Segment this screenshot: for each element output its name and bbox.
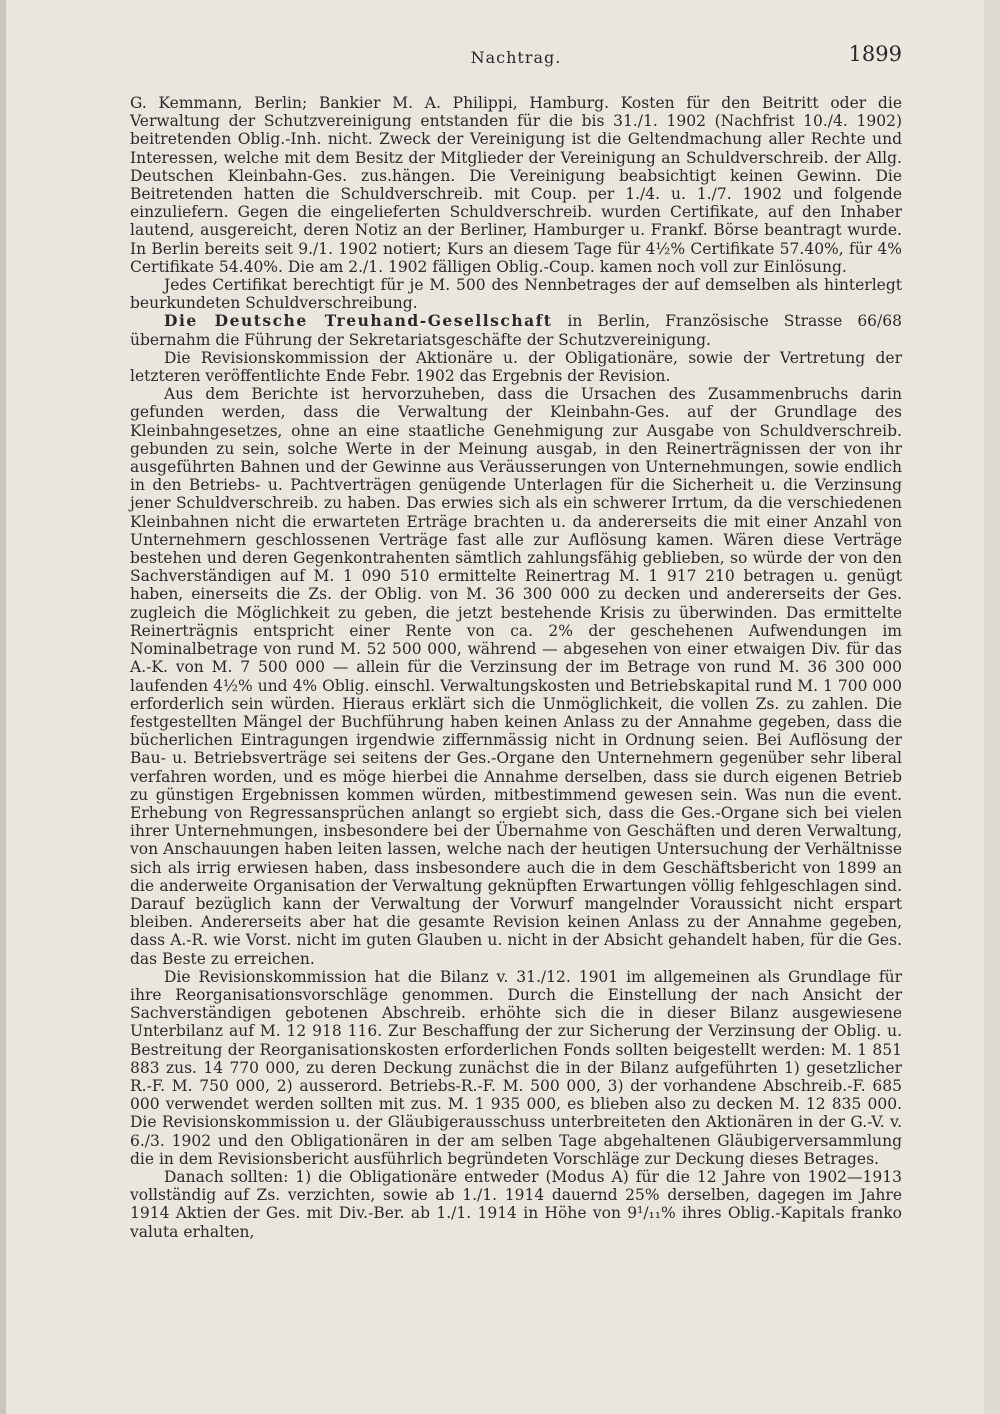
scan-left-edge [0, 0, 6, 1414]
paragraph: G. Kemmann, Berlin; Bankier M. A. Philippi, Hamburg. Kosten für den Beitritt oder die Verwaltung der Schutzvereinigung entstanden für die bis 31./1. 1902 (Nachfrist 10./4. 1902) beitretenden Oblig.-Inh. nicht. Zweck der Vereinigung ist die Geltendmachung aller Rechte und Interessen, welche mit dem Besitz der Mitglieder der Vereinigung an Schuldverschreib. der Allg. Deutschen Kleinbahn-Ges. zus.hängen. Die Vereinigung beabsichtigt keinen Gewinn. Die Beitretenden hatten die Schuldverschreib. mit Coup. per 1./4. u. 1./7. 1902 und folgende einzuliefern. Gegen die eingelieferten Schuldverschreib. wurden Certifikate, auf den Inhaber lautend, ausgereicht, deren Notiz an der Berliner, Hamburger u. Frankf. Börse beantragt wurde. In Berlin bereits seit 9./1. 1902 notiert; Kurs an diesem Tage für 4½% Certifikate 57.40%, für 4% Certifikate 54.40%. Die am 2./1. 1902 fälligen Oblig.-Coup. kamen noch voll zur Einlösung. [130, 94, 902, 276]
paragraph: Die Revisionskommission der Aktionäre u. der Obligationäre, sowie der Vertretung der letzteren veröffentlichte Ende Febr. 1902 das Ergebnis der Revision. [130, 348, 902, 386]
page-header [130, 42, 902, 76]
paragraph-text: in Berlin, Französische Strasse 66/68 übernahm die Führung der Sekretariatsgeschäfte der Schutzvereinigung. [130, 312, 902, 349]
paragraph [130, 312, 902, 348]
paragraph: Danach sollten: 1) die Obligationäre entweder (Modus A) für die 12 Jahre von 1902—1913 vollständig auf Zs. verzichten, sowie ab 1./1. 1914 dauernd 25% derselben, dagegen im Jahre 1914 Aktien der Ges. mit Div.-Ber. ab 1./1. 1914 in Höhe von 9¹/₁₁% ihres Oblig.-Kapitals franko valuta erhalten, [130, 1167, 902, 1241]
page-number: 1899 [848, 42, 902, 66]
body-text [130, 94, 902, 1241]
paragraph: Die Revisionskommission hat die Bilanz v. 31./12. 1901 im allgemeinen als Grundlage für ihre Reorganisationsvorschläge genommen. Durch die Einstellung der nach Ansicht der Sachverständigen gebotenen Abschreib. erhöhte sich die in dieser Bilanz ausgewiesene Unterbilanz auf M. 12 918 116. Zur Beschaffung der zur Sicherung der Verzinsung der Oblig. u. Bestreitung der Reorganisationskosten erforderlichen Fonds sollten beigestellt werden: M. 1 851 883 zus. 14 770 000, zu deren Deckung zunächst die in der Bilanz aufgeführten 1) gesetzlicher R.-F. M. 750 000, 2) ausserord. Betriebs-R.-F. M. 500 000, 3) der vorhandene Abschreib.-F. 685 000 verwendet werden sollten mit zus. M. 1 935 000, es blieben also zu decken M. 12 835 000. Die Revisionskommission u. der Gläubigerausschuss unterbreiteten den Aktionären in der G.-V. v. 6./3. 1902 und den Obligationären in der am selben Tage abgehaltenen Gläubigerversammlung die in dem Revisionsbericht ausführlich begründeten Vorschläge zur Deckung dieses Betrages. [130, 967, 902, 1168]
paragraph: Aus dem Berichte ist hervorzuheben, dass die Ursachen des Zusammenbruchs darin gefunden werden, dass die Verwaltung der Kleinbahn-Ges. auf der Grundlage des Kleinbahngesetzes, ohne an eine staatliche Genehmigung zur Ausgabe von Schuldverschreib. gebunden zu sein, solche Werte in der Meinung ausgab, in den Reinerträgnissen der von ihr ausgeführten Bahnen und der Gewinne aus Veräusserungen von Unternehmungen, sowie endlich in den Betriebs- u. Pachtverträgen genügende Unterlagen für die Sicherheit u. die Verzinsung jener Schuldverschreib. zu haben. Das erwies sich als ein schwerer Irrtum, da die verschiedenen Kleinbahnen nicht die erwarteten Erträge brachten u. da andererseits die mit einer Anzahl von Unternehmern geschlossenen Verträge fast alle zur Auflösung kamen. Wären diese Verträge bestehen und deren Gegenkontrahenten sämtlich zahlungsfähig geblieben, so würde der von den Sachverständigen auf M. 1 090 510 ermittelte Reinertrag M. 1 917 210 betragen u. genügt haben, einerseits die Zs. der Oblig. von M. 36 300 000 zu decken und andererseits der Ges. zugleich die Möglichkeit zu geben, die jetzt bestehende Krisis zu überwinden. Das ermittelte Reinerträgnis entspricht einer Rente von ca. 2% der geschehenen Aufwendungen im Nominalbetrage von rund M. 52 500 000, während — abgesehen von einer etwaigen Div. für das A.-K. von M. 7 500 000 — allein für die Verzinsung der im Betrage von rund M. 36 300 000 laufenden 4½% und 4% Oblig. einschl. Verwaltungskosten und Betriebskapital rund M. 1 700 000 erforderlich sein würden. Hieraus erklärt sich die Unmöglichkeit, die vollen Zs. zu zahlen. Die festgestellten Mängel der Buchführung haben keinen Anlass zu der Annahme gegeben, dass die bücherlichen Eintragungen irgendwie ziffernmässig nicht in Ordnung seien. Bei Auflösung der Bau- u. Betriebsverträge sei seitens der Ges.-Organe den Unternehmern gegenüber sehr liberal verfahren worden, und es möge hierbei die Annahme derselben, dass sie durch eigenen Betrieb zu günstigen Ergebnissen kommen würden, mitbestimmend gewesen sein. Was nun die event. Erhebung von Regressansprüchen anlangt so ergiebt sich, dass die Ges.-Organe sich bei vielen ihrer Unternehmungen, insbesondere bei der Übernahme von Geschäften und deren Verwaltung, von Anschauungen haben leiten lassen, welche nach der heutigen Untersuchung der Verhältnisse sich als irrig erwiesen haben, dass insbesondere auch die in dem Geschäftsbericht von 1899 an die anderweite Organisation der Verwaltung geknüpften Erwartungen völlig fehlgeschlagen sind. Darauf bezüglich kann der Verwaltung der Vorwurf mangelnder Voraussicht nicht erspart bleiben. Andererseits aber hat die gesamte Revision keinen Anlass zu der Annahme gegeben, dass A.-R. wie Vorst. nicht im guten Glauben u. nicht in der Absicht gehandelt haben, für die Ges. das Beste zu erreichen. [130, 385, 902, 968]
scan-right-edge [984, 0, 1000, 1414]
company-name-heading: Die Deutsche Treuhand-Gesellschaft [164, 311, 553, 331]
paragraph: Jedes Certifikat berechtigt für je M. 500 des Nennbetrages der auf demselben als hinterlegt beurkundeten Schuldverschreibung. [130, 276, 902, 313]
running-head: Nachtrag. [470, 48, 562, 67]
